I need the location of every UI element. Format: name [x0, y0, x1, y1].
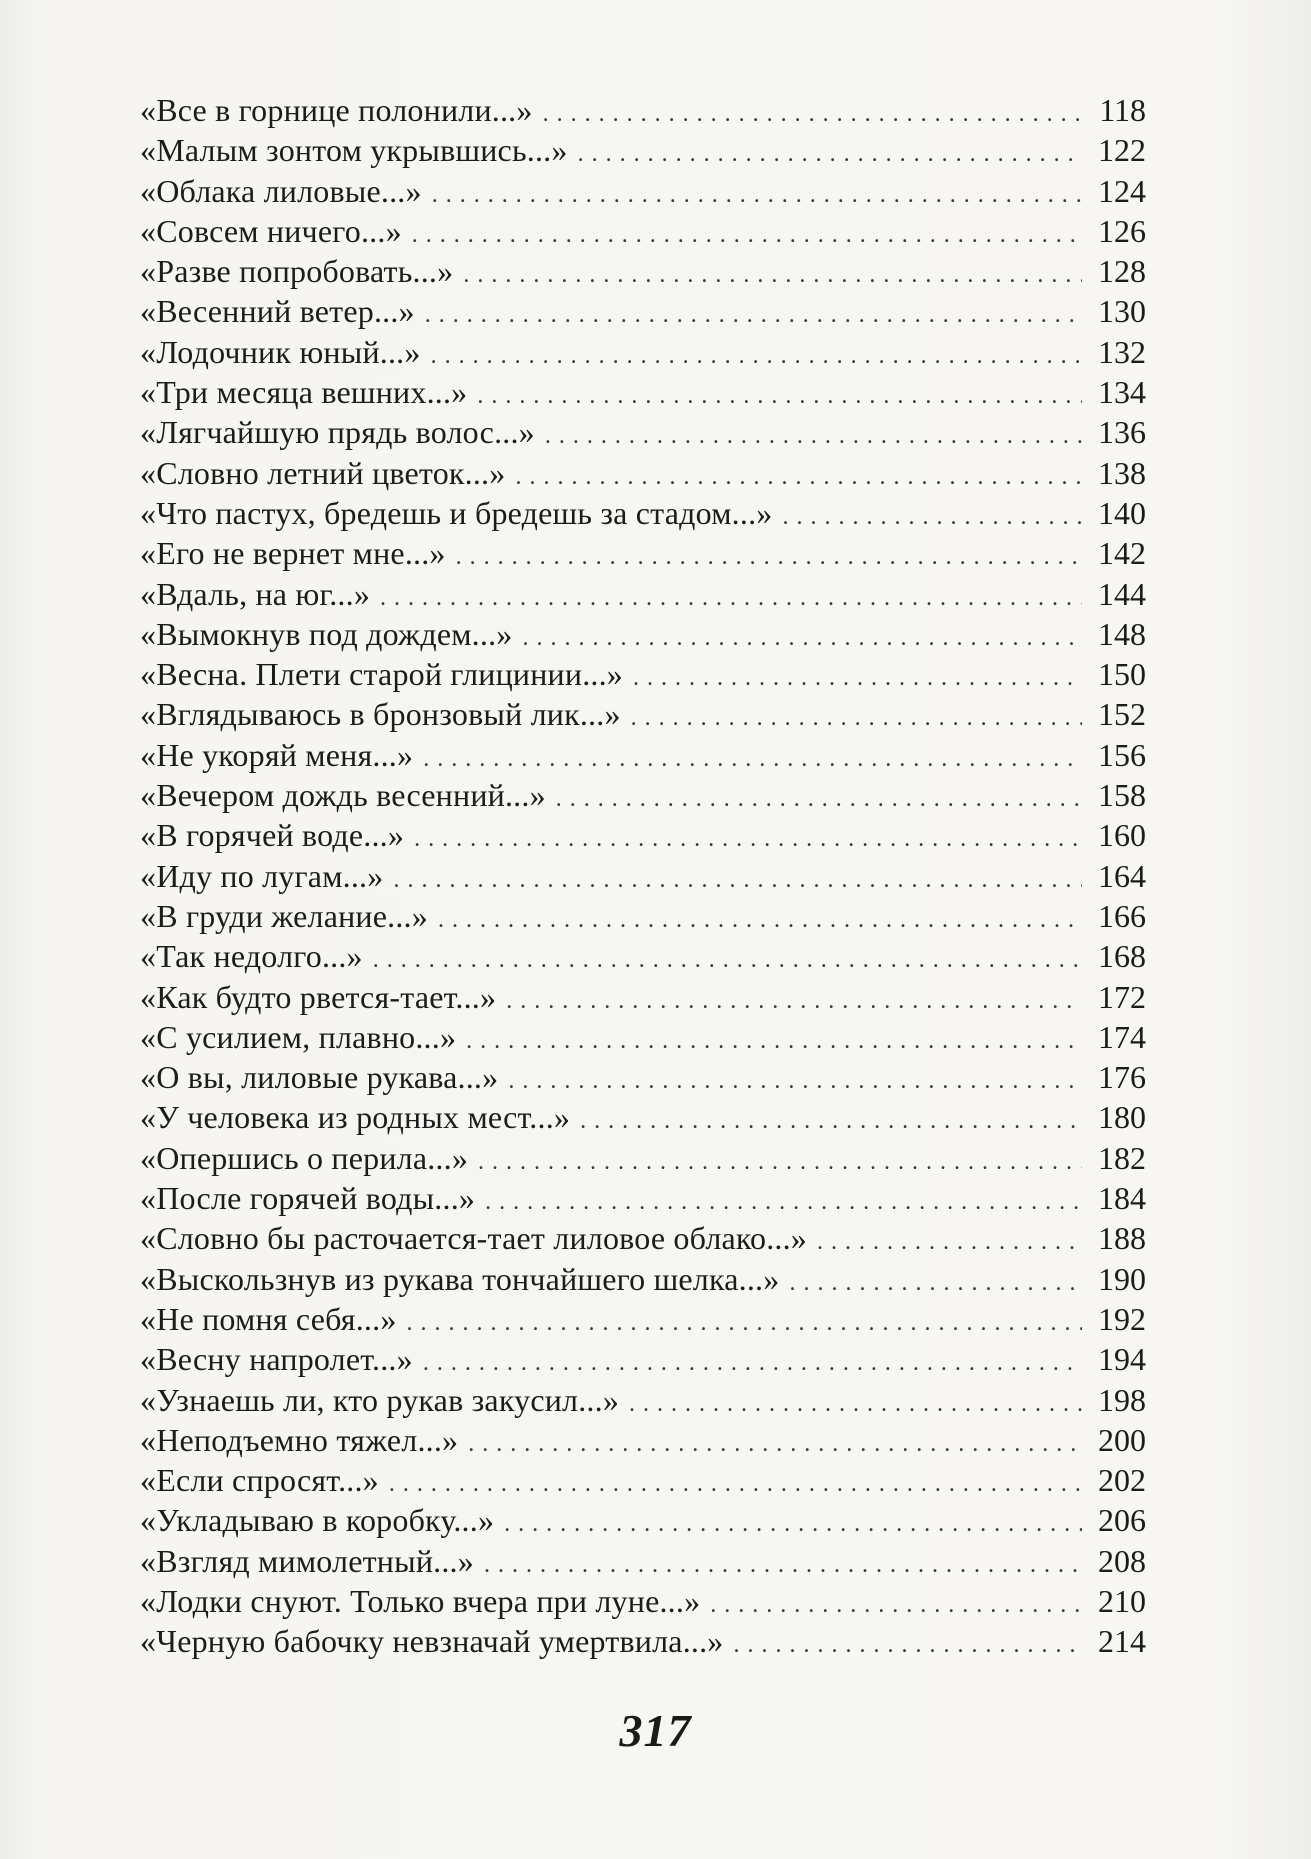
toc-dot-leader	[468, 1424, 1082, 1464]
toc-entry-page: 208	[1098, 1542, 1146, 1579]
toc-entry	[140, 936, 1146, 976]
toc-dot-leader	[484, 1545, 1082, 1585]
toc-entry-page: 132	[1098, 333, 1146, 370]
toc-entry-page: 180	[1098, 1099, 1146, 1136]
toc-dot-leader	[373, 940, 1082, 980]
toc-entry-title: «Лягчайшую прядь волос...»	[140, 414, 535, 451]
toc-entry-title: «В груди желание...»	[140, 897, 428, 934]
toc-entry	[140, 493, 1146, 533]
toc-entry-title: «Вглядываюсь в бронзовый лик...»	[140, 696, 621, 733]
toc-dot-leader	[789, 1263, 1082, 1303]
toc-entry-page: 202	[1098, 1462, 1146, 1499]
toc-entry	[140, 1460, 1146, 1500]
toc-entry	[140, 1339, 1146, 1379]
toc-entry	[140, 694, 1146, 734]
toc-dot-leader	[545, 416, 1082, 456]
toc-dot-leader	[817, 1222, 1082, 1262]
toc-entry-title: «Иду по лугам...»	[140, 857, 384, 894]
toc-entry-page: 122	[1098, 132, 1146, 169]
toc-entry-title: «Узнаешь ли, кто рукав закусил...»	[140, 1381, 620, 1418]
toc-entry-title: «Неподъемно тяжел...»	[140, 1421, 459, 1458]
toc-entry-page: 124	[1098, 172, 1146, 209]
toc-entry-page: 182	[1098, 1139, 1146, 1176]
toc-entry	[140, 251, 1146, 291]
toc-dot-leader	[580, 1101, 1082, 1141]
toc-entry-page: 136	[1098, 414, 1146, 451]
toc-entry-title: «Весну напролет...»	[140, 1341, 413, 1378]
toc-entry-page: 168	[1098, 938, 1146, 975]
toc-entry-page: 140	[1098, 494, 1146, 531]
toc-entry	[140, 574, 1146, 614]
toc-entry	[140, 412, 1146, 452]
toc-entry	[140, 1259, 1146, 1299]
toc-entry-title: «Опершись о перила...»	[140, 1139, 469, 1176]
toc-entry-title: «Вечером дождь весенний...»	[140, 777, 546, 814]
toc-entry	[140, 1097, 1146, 1137]
toc-entry-title: «Выскользнув из рукава тончайшего шелка...»	[140, 1260, 780, 1297]
toc-entry-page: 214	[1098, 1623, 1146, 1660]
toc-dot-leader	[506, 981, 1082, 1021]
toc-entry-title: «Лодки снуют. Только вчера при луне...»	[140, 1582, 701, 1619]
toc-entry	[140, 211, 1146, 251]
toc-entry-page: 158	[1098, 777, 1146, 814]
toc-entry	[140, 291, 1146, 331]
toc-entry-page: 172	[1098, 978, 1146, 1015]
toc-entry-page: 150	[1098, 656, 1146, 693]
toc-entry-title: «С усилием, плавно...»	[140, 1018, 457, 1055]
toc-entry-title: «Словно бы расточается-тает лиловое облако...»	[140, 1220, 808, 1257]
toc-dot-leader	[734, 1625, 1082, 1665]
toc-entry	[140, 1581, 1146, 1621]
toc-entry-title: «Если спросят...»	[140, 1462, 379, 1499]
toc-entry-title: «Словно летний цветок...»	[140, 454, 506, 491]
toc-entry	[140, 453, 1146, 493]
toc-entry	[140, 1218, 1146, 1258]
toc-dot-leader	[414, 819, 1082, 859]
toc-dot-leader	[631, 698, 1082, 738]
toc-entry	[140, 90, 1146, 130]
toc-entry	[140, 815, 1146, 855]
toc-entry	[140, 1500, 1146, 1540]
toc-entry-title: «У человека из родных мест...»	[140, 1099, 571, 1136]
toc-entry-title: «Как будто рвется-тает...»	[140, 978, 497, 1015]
toc-dot-leader	[543, 94, 1082, 134]
toc-entry-title: «Лодочник юный...»	[140, 333, 421, 370]
toc-entry-page: 192	[1098, 1300, 1146, 1337]
toc-dot-leader	[423, 1343, 1082, 1383]
toc-entry	[140, 856, 1146, 896]
toc-entry	[140, 533, 1146, 573]
toc-entry-page: 164	[1098, 857, 1146, 894]
toc-entry-title: «Весна. Плети старой глицинии...»	[140, 656, 623, 693]
toc-entry-title: «Укладываю в коробку...»	[140, 1502, 495, 1539]
toc-entry	[140, 735, 1146, 775]
toc-entry-title: «Что пастух, бредешь и бредешь за стадом...»	[140, 494, 773, 531]
toc-entry	[140, 614, 1146, 654]
toc-entry-title: «В горячей воде...»	[140, 817, 405, 854]
toc-entry	[140, 1420, 1146, 1460]
toc-dot-leader	[425, 295, 1082, 335]
toc-entry	[140, 977, 1146, 1017]
toc-dot-leader	[393, 860, 1082, 900]
toc-entry-title: «Совсем ничего...»	[140, 212, 402, 249]
toc-entry-page: 126	[1098, 212, 1146, 249]
toc-dot-leader	[485, 1182, 1082, 1222]
toc-entry-page: 188	[1098, 1220, 1146, 1257]
toc-entry-title: «Облака лиловые...»	[140, 172, 422, 209]
toc-entry-page: 134	[1098, 374, 1146, 411]
toc-entry-page: 184	[1098, 1180, 1146, 1217]
toc-dot-leader	[633, 658, 1082, 698]
toc-entry-page: 138	[1098, 454, 1146, 491]
toc-entry	[140, 1541, 1146, 1581]
toc-entry-title: «Взгляд мимолетный...»	[140, 1542, 474, 1579]
toc-entry-page: 206	[1098, 1502, 1146, 1539]
toc-dot-leader	[463, 255, 1082, 295]
toc-entry-title: «Не укоряй меня...»	[140, 736, 414, 773]
toc-dot-leader	[431, 336, 1082, 376]
toc-dot-leader	[629, 1384, 1082, 1424]
toc-dot-leader	[477, 376, 1082, 416]
toc-entry-title: «Черную бабочку невзначай умертвила...»	[140, 1623, 724, 1660]
toc-dot-leader	[389, 1464, 1082, 1504]
toc-entry-title: «Вдаль, на юг...»	[140, 575, 371, 612]
toc-dot-leader	[380, 578, 1082, 618]
toc-entry	[140, 1178, 1146, 1218]
toc-entry	[140, 130, 1146, 170]
toc-entry-page: 194	[1098, 1341, 1146, 1378]
toc-entry-page: 156	[1098, 736, 1146, 773]
toc-entry	[140, 896, 1146, 936]
toc-entry	[140, 372, 1146, 412]
toc-entry-title: «Весенний ветер...»	[140, 293, 415, 330]
toc-entry	[140, 1017, 1146, 1057]
toc-entry-page: 130	[1098, 293, 1146, 330]
toc-entry-title: «Все в горнице полонили...»	[140, 92, 533, 128]
toc-entry-title: «Вымокнув под дождем...»	[140, 615, 513, 652]
toc-entry-page: 174	[1098, 1018, 1146, 1055]
toc-entry-page: 148	[1098, 615, 1146, 652]
toc-entry-title: «Малым зонтом укрывшись...»	[140, 132, 568, 169]
toc-dot-leader	[515, 457, 1082, 497]
toc-entry-page: 200	[1098, 1421, 1146, 1458]
toc-dot-leader	[478, 1142, 1082, 1182]
toc-dot-leader	[432, 175, 1082, 215]
toc-entry-page: 144	[1098, 575, 1146, 612]
toc-dot-leader	[578, 134, 1082, 174]
toc-entry-title: «Так недолго...»	[140, 938, 363, 975]
toc-entry-page: 142	[1098, 535, 1146, 572]
toc-entry	[140, 654, 1146, 694]
toc-entry-page: 190	[1098, 1260, 1146, 1297]
toc-dot-leader	[504, 1504, 1082, 1544]
toc-entry-page: 118	[1099, 92, 1146, 128]
toc-dot-leader	[456, 537, 1082, 577]
toc-dot-leader	[466, 1021, 1082, 1061]
toc-entry-title: «Три месяца вешних...»	[140, 374, 468, 411]
toc-dot-leader	[556, 779, 1082, 819]
toc-dot-leader	[438, 900, 1082, 940]
toc-entry-page: 166	[1098, 897, 1146, 934]
toc-entry-title: «После горячей воды...»	[140, 1180, 476, 1217]
table-of-contents	[140, 90, 1146, 1662]
toc-entry	[140, 171, 1146, 211]
toc-entry-page: 160	[1098, 817, 1146, 854]
toc-dot-leader	[407, 1303, 1082, 1343]
toc-entry-page: 128	[1098, 253, 1146, 290]
toc-entry-page: 176	[1098, 1059, 1146, 1096]
toc-entry	[140, 1299, 1146, 1339]
toc-dot-leader	[710, 1585, 1082, 1625]
toc-dot-leader	[523, 618, 1083, 658]
toc-entry	[140, 332, 1146, 372]
toc-entry-title: «Не помня себя...»	[140, 1300, 397, 1337]
page-number: 317	[619, 1705, 692, 1756]
toc-entry	[140, 1057, 1146, 1097]
toc-entry	[140, 775, 1146, 815]
toc-entry	[140, 1138, 1146, 1178]
toc-entry	[140, 1380, 1146, 1420]
toc-entry-page: 210	[1098, 1582, 1146, 1619]
toc-entry-title: «Его не вернет мне...»	[140, 535, 446, 572]
toc-dot-leader	[423, 739, 1082, 779]
toc-dot-leader	[508, 1061, 1082, 1101]
toc-dot-leader	[412, 215, 1082, 255]
toc-entry-title: «О вы, лиловые рукава...»	[140, 1059, 499, 1096]
toc-entry	[140, 1621, 1146, 1661]
toc-entry-page: 198	[1098, 1381, 1146, 1418]
toc-dot-leader	[783, 497, 1083, 537]
toc-entry-title: «Разве попробовать...»	[140, 253, 454, 290]
toc-entry-page: 152	[1098, 696, 1146, 733]
